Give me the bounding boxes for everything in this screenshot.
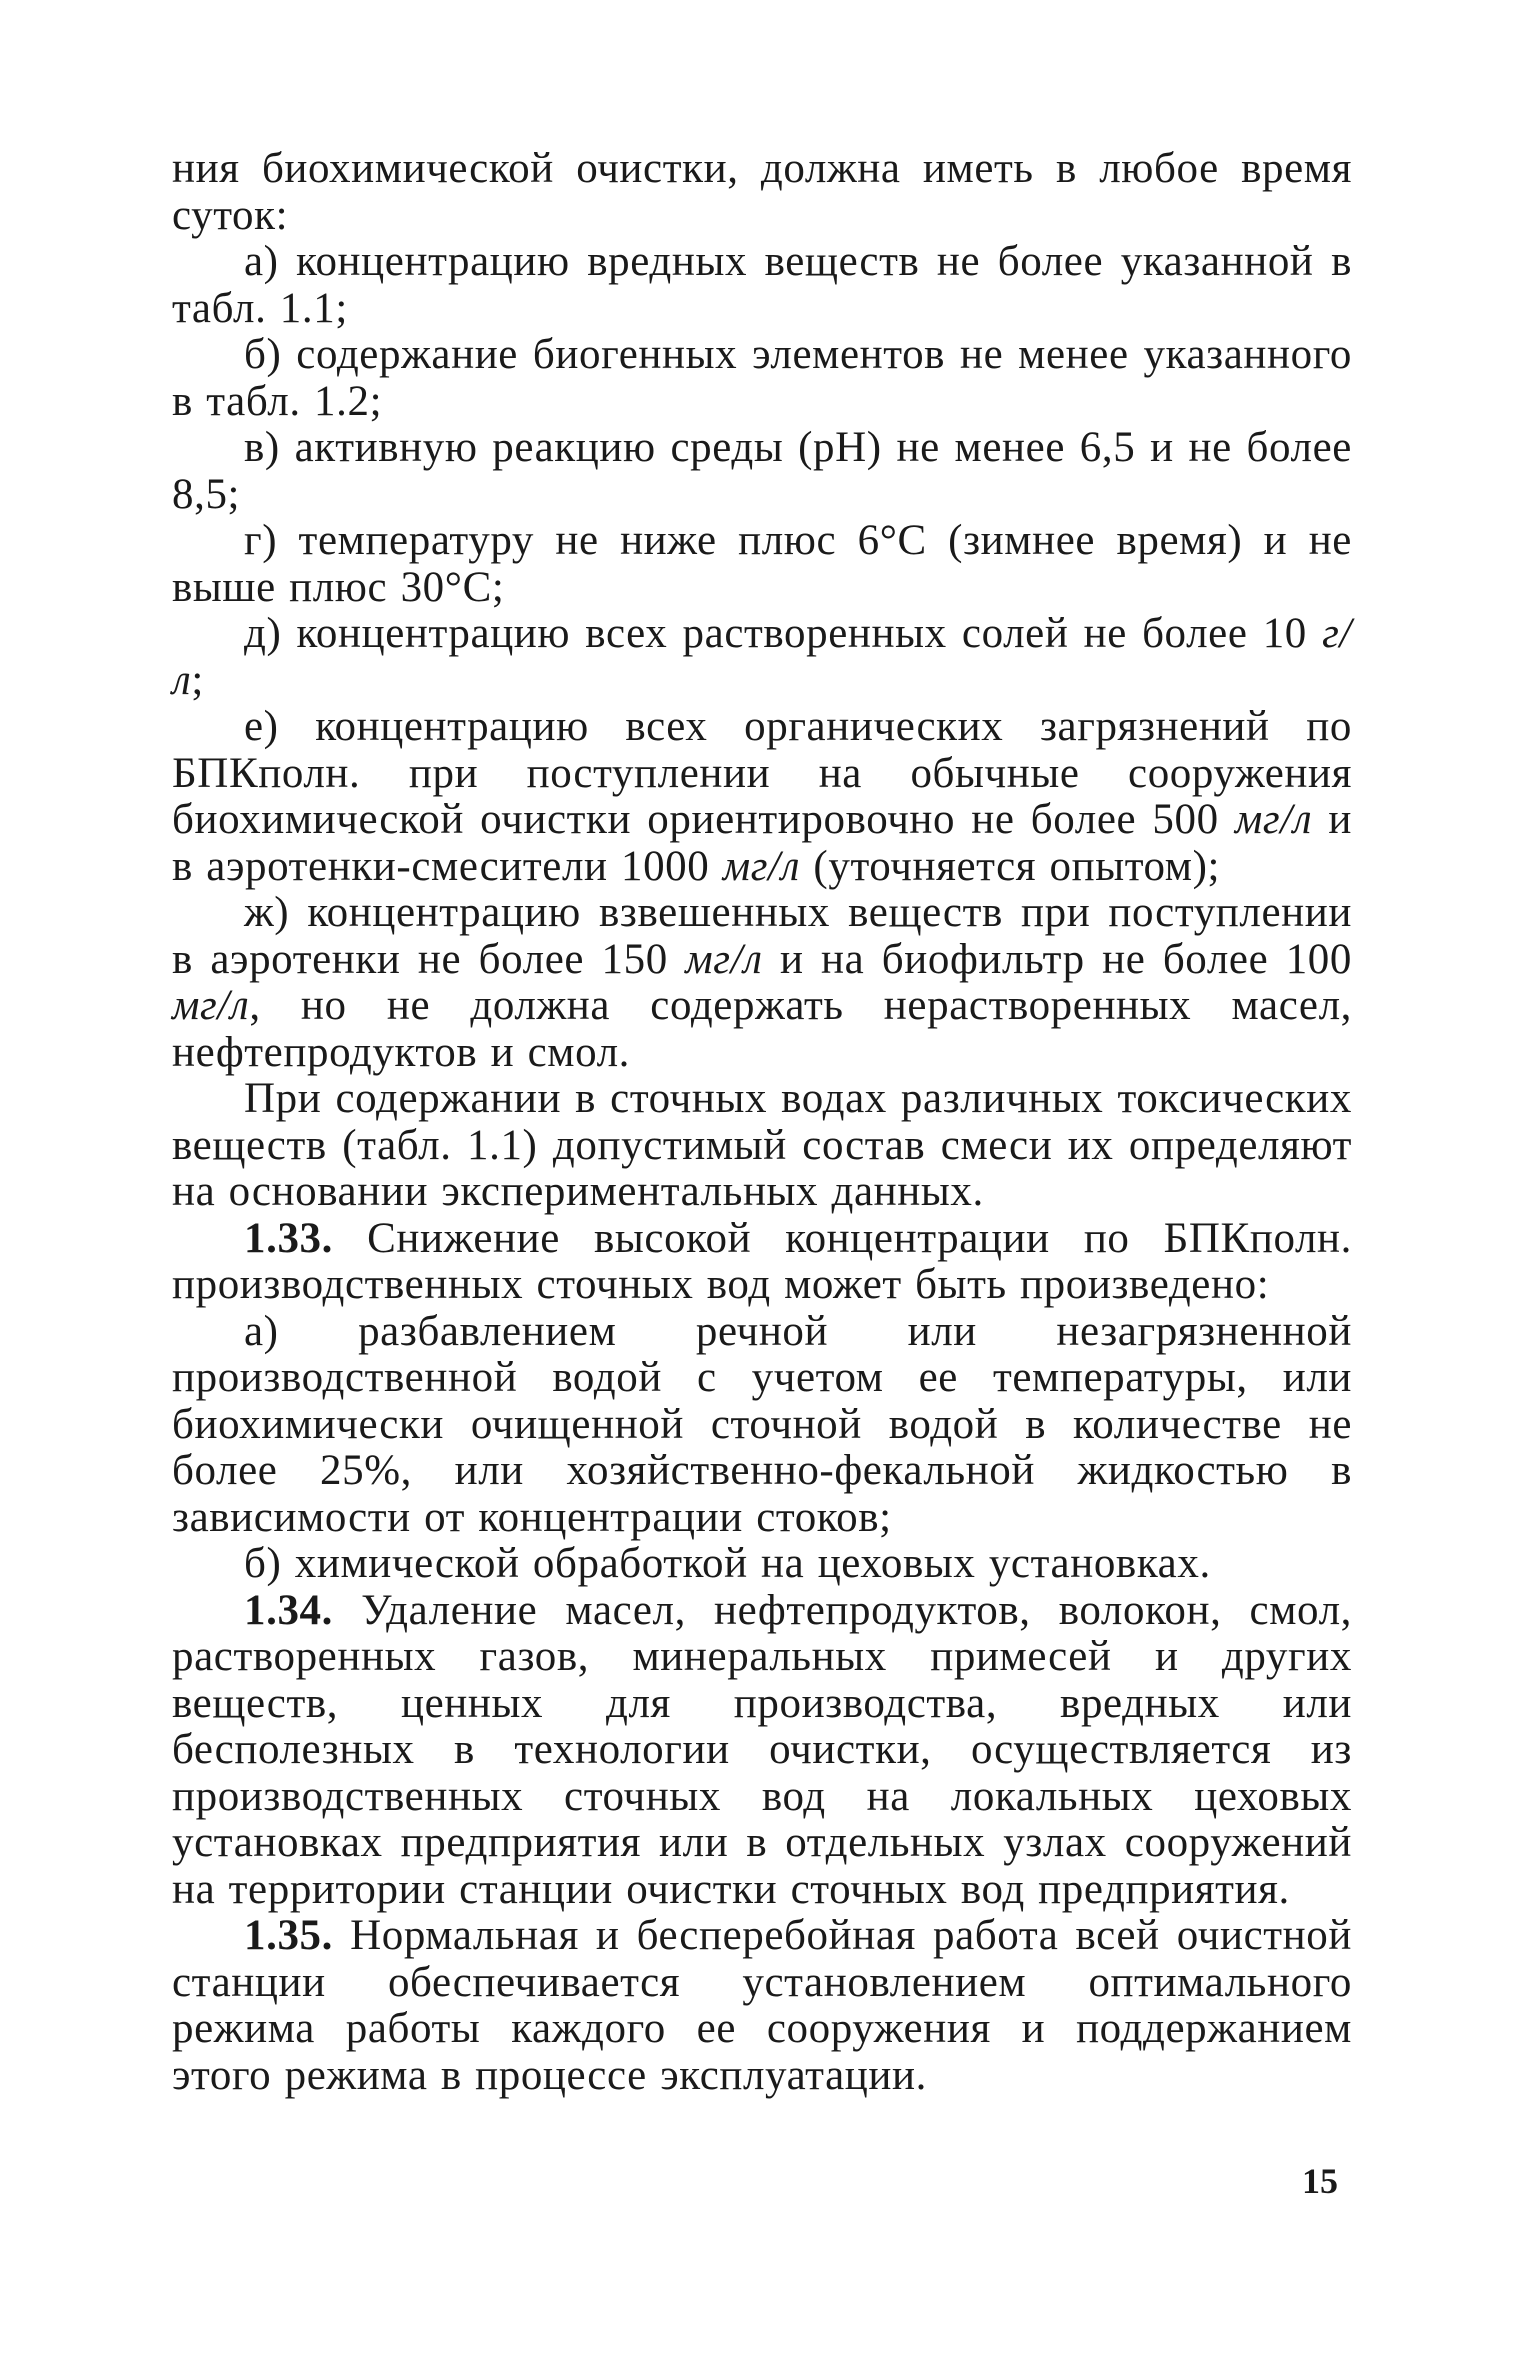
requirement-c: в) активную реакцию среды (pH) не менее 6,5 и не более 8,5; bbox=[172, 424, 1352, 518]
section-number: 1.34. bbox=[244, 1586, 333, 1634]
section-text: Нормальная и бесперебойная работа всей очистной станции обеспечивается установлением оптимального режима работы каждого ее сооружения и поддержанием этого режима в процессе эксплуатации. bbox=[172, 1912, 1352, 2099]
requirement-a: а) концентрацию вредных веществ не более указанной в табл. 1.1; bbox=[172, 238, 1352, 332]
page-number: 15 bbox=[1302, 2161, 1338, 2201]
requirement-f bbox=[172, 704, 1352, 890]
section-1-33-item-b: б) химической обработкой на цеховых установках. bbox=[244, 1540, 1211, 1587]
section-text: Удаление масел, нефтепродуктов, волокон, смол, растворенных газов, минеральных примесей и других веществ, ценных для производства, вредных или бесполезных в технологии очистки, осуществляется из производственных сточных вод на локальных цеховых установках предприятия или в отдельных узлах сооружений на территории станции очистки сточных вод предприятия. bbox=[172, 1586, 1352, 1913]
requirement-g-end: , но не должна содержать нерастворенных масел, нефтепродуктов и смол. bbox=[172, 982, 1352, 1076]
section-number: 1.33. bbox=[244, 1214, 333, 1262]
unit-label: мг/л bbox=[1234, 796, 1313, 843]
toxic-substances-paragraph: При содержании в сточных водах различных токсических веществ (табл. 1.1) допустимый состав смеси их определяют на основании экспериментальных данных. bbox=[172, 1075, 1352, 1215]
unit-label: мг/л bbox=[722, 842, 801, 890]
section-1-33-item-a: а) разбавлением речной или незагрязненной производственной водой с учетом ее температуры, или биохимически очищенной сточной водой в количестве не более 25%, или хозяйственно-фекальной жидкостью в зависимости от концентрации стоков; bbox=[172, 1307, 1352, 1541]
requirement-g-text: ж) концентрацию взвешенных веществ при поступлении в аэротенки не более 150 bbox=[172, 889, 1352, 983]
unit-label: мг/л bbox=[172, 982, 250, 1029]
section-1-35 bbox=[172, 1913, 1352, 2099]
intro-paragraph: ния биохимической очистки, должна иметь в любое время суток: bbox=[172, 145, 1352, 239]
unit-label: мг/л bbox=[685, 935, 763, 983]
requirement-f-text-2: и в аэротенки-смесители 1000 bbox=[172, 796, 1352, 890]
section-number: 1.35. bbox=[244, 1912, 333, 1959]
requirement-f-text: е) концентрацию всех органических загрязнений по БПКполн. при поступлении на обычные сооружения биохимической очистки ориентировочно не более 500 bbox=[172, 703, 1352, 843]
section-text: Снижение высокой концентрации по БПКполн. производственных сточных вод может быть произведено: bbox=[172, 1214, 1352, 1308]
requirement-f-end: (уточняется опытом); bbox=[800, 842, 1221, 890]
requirement-e bbox=[172, 611, 1352, 704]
requirement-d: г) температуру не ниже плюс 6°С (зимнее время) и не выше плюс 30°С; bbox=[172, 517, 1352, 611]
page-body bbox=[172, 146, 1352, 2099]
requirement-g bbox=[172, 890, 1352, 1076]
requirement-g-text-2: и на биофильтр не более 100 bbox=[762, 935, 1352, 983]
unit-label: г/л bbox=[172, 610, 1352, 704]
section-1-34 bbox=[172, 1588, 1352, 1914]
requirement-e-text: д) концентрацию всех растворенных солей не более 10 bbox=[244, 610, 1323, 657]
requirement-e-end: ; bbox=[191, 656, 204, 704]
requirement-b: б) содержание биогенных элементов не менее указанного в табл. 1.2; bbox=[172, 331, 1352, 425]
section-1-33 bbox=[172, 1216, 1352, 1309]
